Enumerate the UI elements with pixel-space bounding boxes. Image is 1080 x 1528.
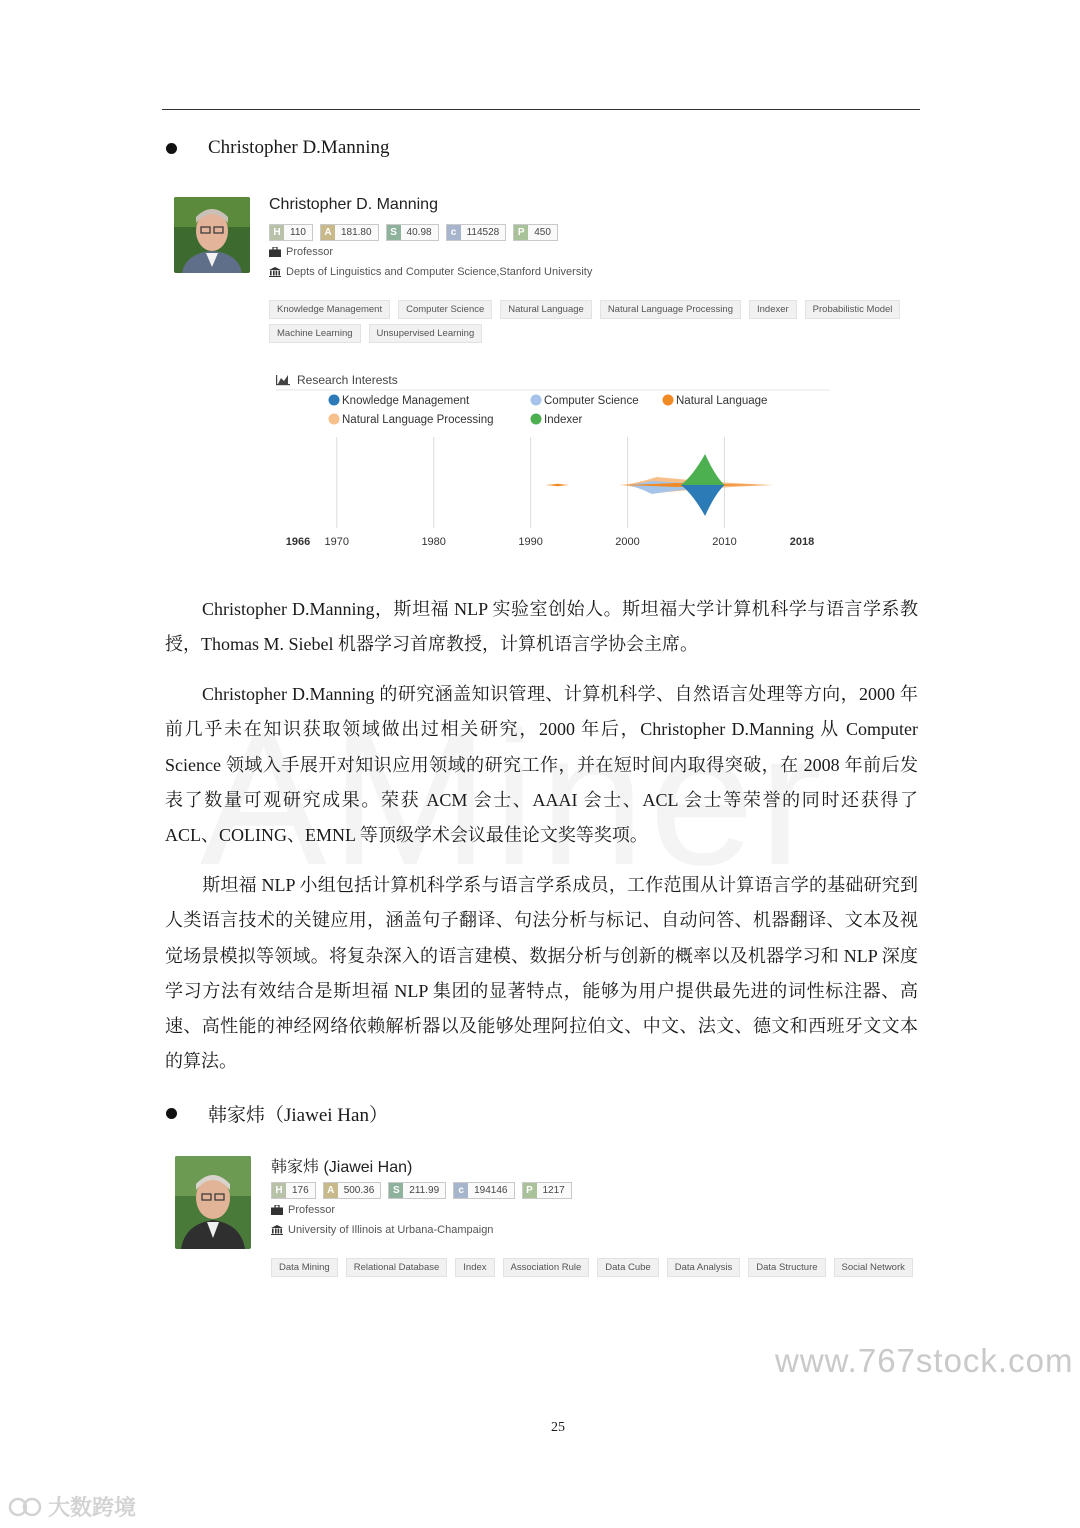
tag[interactable]: Probabilistic Model <box>805 300 901 319</box>
briefcase-icon <box>269 247 281 257</box>
position-line: Professor <box>269 246 333 258</box>
metric-s: S 211.99 <box>388 1182 446 1199</box>
tag[interactable]: Social Network <box>834 1258 913 1277</box>
avatar <box>174 197 250 273</box>
position-line: Professor <box>271 1204 335 1216</box>
legend-swatch <box>329 414 340 425</box>
affiliation-line: Depts of Linguistics and Computer Science,Stanford University <box>269 266 592 278</box>
metrics-row <box>269 224 558 241</box>
paragraph-2: Christopher D.Manning 的研究涵盖知识管理、计算机科学、自然语言处理等方向，2000 年前几乎未在知识获取领域做出过相关研究，2000 年后，Christopher D.Manning 从 Computer Science 领域入手展开对知识应用领域的研究工作，并在短时间内取得突破，在 2008 年前后发表了数量可观研究成果。荣获 ACM 会士、AAAI 会士、ACL 会士等荣誉的同时还获得了 ACL、COLING、EMNL 等顶级学术会议最佳论文奖等奖项。 <box>165 684 918 846</box>
legend-swatch <box>663 395 674 406</box>
paragraph-3: 斯坦福 NLP 小组包括计算机科学系与语言学系成员，工作范围从计算语言学的基础研究到人类语言技术的关键应用，涵盖句子翻译、句法分析与标记、自动问答、机器翻译、文本及视觉场景模拟等领域。将复杂深入的语言建模、数据分析与创新的概率以及机器学习和 NLP 深度学习方法有效结合是斯坦福 NLP 集团的显著特点，能够为用户提供最先进的词性标注器、高速、高性能的神经网络依赖解析器以及能够处理阿拉伯文、中文、法文、德文和西班牙文文本的算法。 <box>165 875 918 1072</box>
url-watermark: www.767stock.com <box>775 1342 1074 1379</box>
section-heading-text: 韩家炜（Jiawei Han） <box>208 1105 388 1126</box>
metric-c: c 194146 <box>453 1182 514 1199</box>
paragraph-1: Christopher D.Manning，斯坦福 NLP 实验室创始人。斯坦福大学计算机科学与语言学系教授，Thomas M. Siebel 机器学习首席教授，计算机语言学协会主席。 <box>165 599 918 655</box>
chart-x-ticks <box>286 536 814 548</box>
profile-card-han <box>170 1146 920 1286</box>
chart-series <box>545 454 773 516</box>
metric-a: A 500.36 <box>323 1182 382 1199</box>
series-indexer <box>681 454 725 485</box>
tag[interactable]: Indexer <box>749 300 797 319</box>
affiliation-line: University of Illinois at Urbana-Champaign <box>271 1224 493 1236</box>
briefcase-icon <box>271 1205 283 1215</box>
corner-watermark: 大数跨境 <box>8 1491 136 1522</box>
x-tick-label: 2010 <box>712 536 737 548</box>
series-knowledge-management <box>681 485 725 516</box>
legend-swatch <box>531 395 542 406</box>
metric-a: A 181.80 <box>320 224 379 241</box>
x-tick-label: 1990 <box>518 536 543 548</box>
tag[interactable]: Data Cube <box>597 1258 658 1277</box>
institution-icon <box>271 1225 283 1235</box>
series-natural-language-early <box>545 484 569 486</box>
chart-title: Research Interests <box>297 373 398 387</box>
section-heading-text: Christopher D.Manning <box>208 137 390 158</box>
metric-h: H 110 <box>269 224 313 241</box>
tag[interactable]: Natural Language <box>500 300 592 319</box>
profile-name: 韩家炜 (Jiawei Han) <box>271 1159 413 1176</box>
legend-label: Computer Science <box>544 395 639 407</box>
brand-logo-icon <box>8 1496 48 1518</box>
section-heading-han <box>166 1100 388 1127</box>
tag-list <box>271 1258 921 1277</box>
chart-icon <box>276 375 290 385</box>
tag[interactable]: Computer Science <box>398 300 492 319</box>
legend-label: Knowledge Management <box>342 395 470 407</box>
tag-list <box>269 300 919 343</box>
legend-label: Natural Language <box>676 395 768 407</box>
bullet-icon <box>166 1108 177 1119</box>
tag[interactable]: Index <box>455 1258 494 1277</box>
metric-h: H 176 <box>271 1182 316 1199</box>
chart-legend <box>329 395 768 427</box>
legend-swatch <box>531 414 542 425</box>
tag[interactable]: Machine Learning <box>269 324 361 343</box>
legend-label: Natural Language Processing <box>342 414 494 426</box>
x-tick-label: 1980 <box>421 536 446 548</box>
page-number: 25 <box>551 1420 565 1435</box>
x-tick-label: 1966 <box>285 536 311 548</box>
profile-card-manning <box>170 188 920 360</box>
tag[interactable]: Unsupervised Learning <box>369 324 483 343</box>
chart-title-group <box>276 373 830 390</box>
tag[interactable]: Relational Database <box>346 1258 448 1277</box>
legend-label: Indexer <box>544 414 583 426</box>
tag[interactable]: Knowledge Management <box>269 300 390 319</box>
metric-p: P 450 <box>513 224 558 241</box>
tag[interactable]: Association Rule <box>503 1258 590 1277</box>
profile-name: Christopher D. Manning <box>269 196 438 213</box>
research-interests-chart <box>270 365 840 560</box>
metric-p: P 1217 <box>522 1182 572 1199</box>
x-tick-label: 2000 <box>615 536 640 548</box>
metric-c: c 114528 <box>446 224 507 241</box>
metrics-row <box>271 1182 572 1199</box>
section-heading-manning <box>166 137 390 159</box>
institution-icon <box>269 267 281 277</box>
legend-swatch <box>329 395 340 406</box>
metric-s: S 40.98 <box>386 224 439 241</box>
bullet-icon <box>166 143 177 154</box>
avatar <box>175 1156 251 1249</box>
tag[interactable]: Natural Language Processing <box>600 300 741 319</box>
tag[interactable]: Data Analysis <box>667 1258 741 1277</box>
tag[interactable]: Data Mining <box>271 1258 338 1277</box>
header-rule <box>162 109 920 110</box>
x-tick-label: 1970 <box>324 536 350 548</box>
x-tick-label: 2018 <box>789 536 815 548</box>
tag[interactable]: Data Structure <box>748 1258 825 1277</box>
